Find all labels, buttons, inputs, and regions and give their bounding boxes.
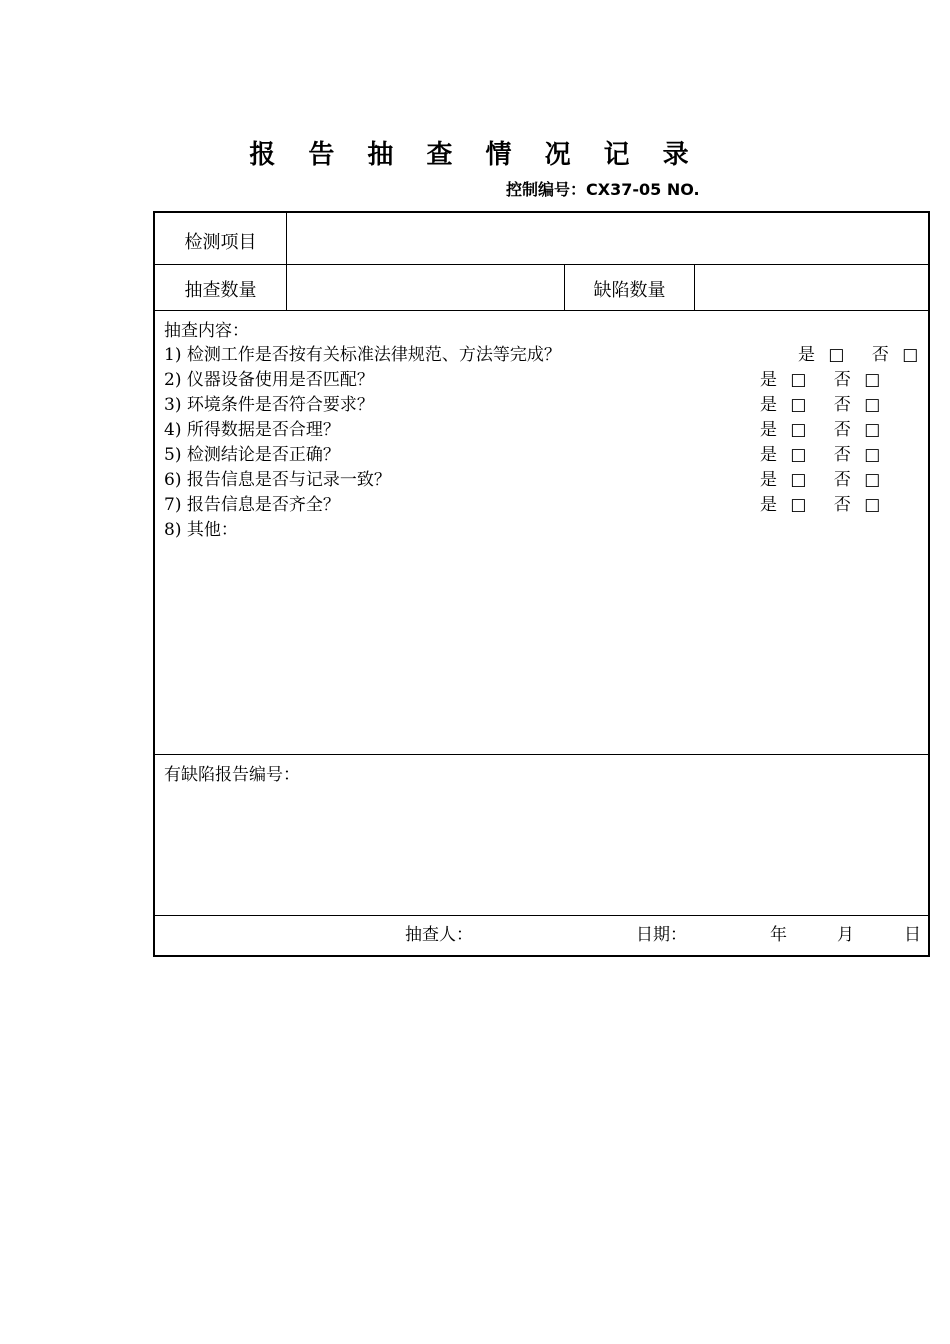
other-notes-area[interactable]	[235, 513, 925, 751]
yes-checkbox[interactable]: □	[790, 420, 807, 440]
no-checkbox[interactable]: □	[864, 445, 881, 465]
row-divider	[155, 310, 928, 311]
yes-label: 是	[760, 420, 777, 440]
no-checkbox[interactable]: □	[864, 370, 881, 390]
yes-checkbox[interactable]: □	[790, 445, 807, 465]
yes-checkbox[interactable]: □	[828, 345, 845, 365]
row-divider	[155, 915, 928, 916]
check-item-text: 6) 报告信息是否与记录一致？	[164, 470, 391, 490]
check-item-options	[798, 340, 918, 365]
record-table	[153, 211, 930, 957]
yes-checkbox[interactable]: □	[790, 470, 807, 490]
no-label: 否	[833, 445, 851, 465]
sample-count-label: 抽查数量	[184, 280, 257, 301]
no-checkbox[interactable]: □	[902, 345, 919, 365]
no-checkbox[interactable]: □	[864, 420, 881, 440]
defect-report-label: 有缺陷报告编号：	[164, 765, 300, 785]
check-item-options	[760, 490, 880, 515]
no-checkbox[interactable]: □	[864, 470, 881, 490]
control-number: 控制编号：CX37-05 NO.	[506, 180, 700, 199]
sample-count-field[interactable]	[287, 265, 564, 310]
yes-checkbox[interactable]: □	[790, 395, 807, 415]
yes-label: 是	[760, 370, 777, 390]
no-label: 否	[833, 470, 851, 490]
yes-checkbox[interactable]: □	[790, 495, 807, 515]
yes-checkbox[interactable]: □	[790, 370, 807, 390]
check-item-text: 3) 环境条件是否符合要求？	[164, 395, 374, 415]
check-item-text: 7) 报告信息是否齐全？	[164, 495, 340, 515]
no-label: 否	[871, 345, 889, 365]
item-label: 检测项目	[184, 232, 257, 253]
date-label: 日期：	[636, 925, 687, 945]
check-item-text: 1) 检测工作是否按有关标准法律规范、方法等完成？	[164, 345, 561, 365]
check-item-text: 4) 所得数据是否合理？	[164, 420, 340, 440]
content-heading: 抽查内容：	[164, 321, 249, 341]
defect-report-area[interactable]	[157, 785, 925, 911]
no-label: 否	[833, 395, 851, 415]
check-item-options	[760, 465, 880, 490]
yes-label: 是	[760, 470, 777, 490]
yes-label: 是	[760, 395, 777, 415]
no-checkbox[interactable]: □	[864, 495, 881, 515]
no-label: 否	[833, 495, 851, 515]
no-label: 否	[833, 420, 851, 440]
row-divider	[155, 754, 928, 755]
defect-count-label: 缺陷数量	[593, 280, 666, 301]
no-checkbox[interactable]: □	[864, 395, 881, 415]
yes-label: 是	[760, 495, 777, 515]
day-label: 日	[904, 925, 921, 945]
yes-label: 是	[760, 445, 777, 465]
check-item-text: 5) 检测结论是否正确？	[164, 445, 340, 465]
yes-label: 是	[798, 345, 815, 365]
check-item-options	[760, 390, 880, 415]
check-item-options	[760, 365, 880, 390]
check-item-options	[760, 440, 880, 465]
month-label: 月	[837, 925, 854, 945]
check-item-text: 2) 仪器设备使用是否匹配？	[164, 370, 374, 390]
other-label: 8) 其他：	[164, 520, 238, 540]
year-label: 年	[770, 925, 787, 945]
check-item-options	[760, 415, 880, 440]
item-field[interactable]	[287, 213, 928, 264]
inspector-label: 抽查人：	[405, 925, 473, 945]
defect-count-field[interactable]	[695, 265, 928, 310]
no-label: 否	[833, 370, 851, 390]
document-title: 报 告 抽 查 情 况 记 录	[249, 140, 701, 170]
